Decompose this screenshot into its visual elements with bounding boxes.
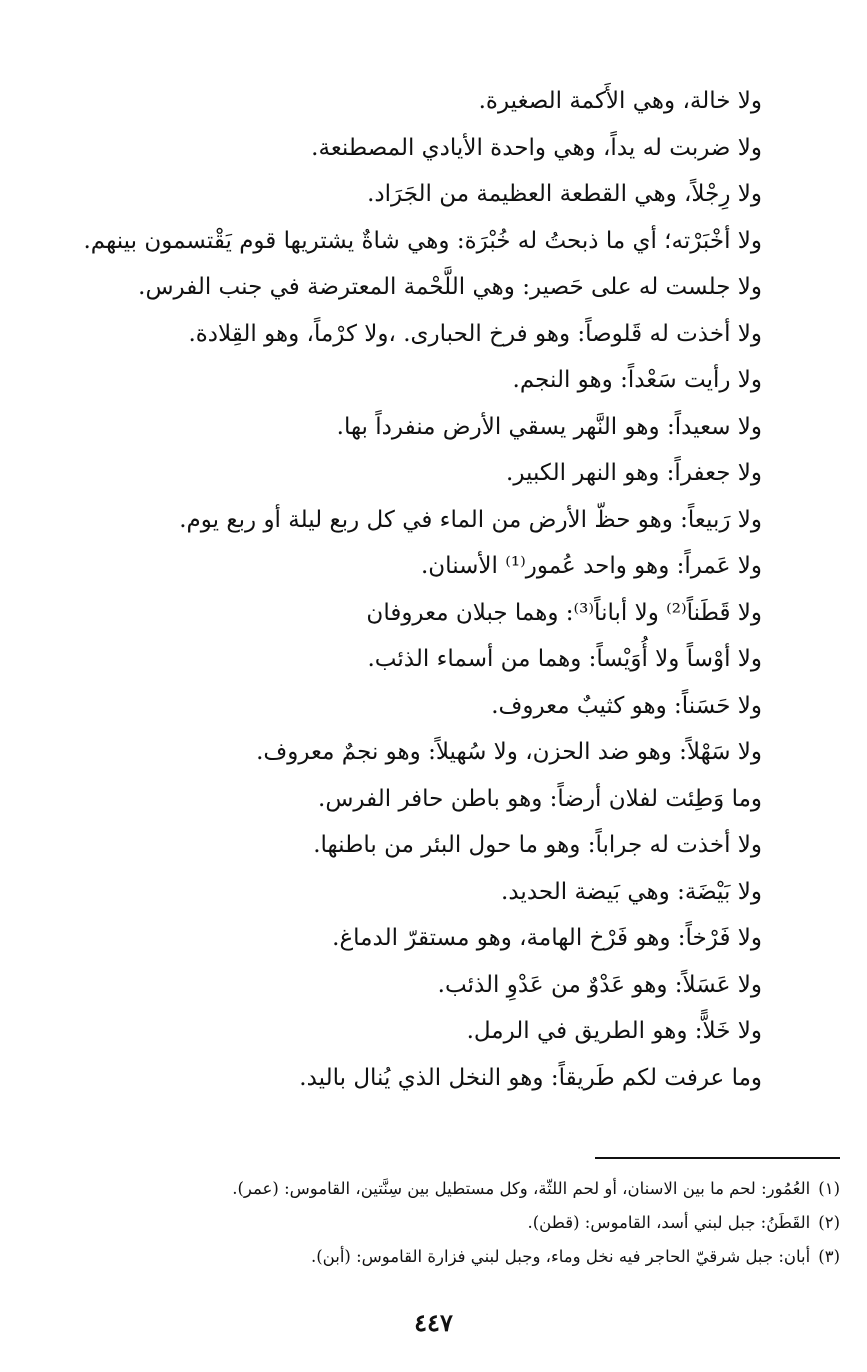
text-line: ولا خَلاًّ: وهو الطريق في الرمل. <box>466 1018 762 1044</box>
text-line: ولا أوْساً ولا أُوَيْساً: وهما من أسماء الذئب. <box>367 646 762 672</box>
footnote-number: (١) <box>818 1179 840 1198</box>
text-line: ولا أخذت له قَلوصاً: وهو فرخ الحبارى. ،ولا كرْماً، وهو القِلادة. <box>188 320 762 347</box>
text-line: ولا أخذت له جراباً: وهو ما حول البئر من باطنها. <box>313 832 762 858</box>
text-line: ولا رِجْلاً، وهي القطعة العظيمة من الجَرَاد. <box>367 181 762 207</box>
footnote-number: (٣) <box>818 1247 840 1266</box>
text-line: ولا رأيت سَعْداً: وهو النجم. <box>512 367 762 393</box>
footnote-3 <box>40 1240 840 1274</box>
text-line: ولا بَيْضَة: وهي بَيضة الحديد. <box>501 878 762 905</box>
text-line: ولا رَبيعاً: وهو حظّ الأرض من الماء في كل ربع ليلة أو ربع يوم. <box>179 506 762 533</box>
text-line: ولا فَرْخاً: وهو فَرْخ الهامة، وهو مستقرّ الدماغ. <box>332 925 762 951</box>
footnote-text: القَطَنُ: جبل لبني أسد، القاموس: (قطن). <box>527 1213 811 1232</box>
footnote-1 <box>40 1172 840 1206</box>
text-line: ولا حَسَناً: وهو كثيبٌ معروف. <box>491 692 762 719</box>
body-text <box>42 78 762 1101</box>
footnote-number: (٢) <box>818 1213 840 1232</box>
text-line: ولا أخْبَرْته؛ أي ما ذبحتُ له خُبْرَة: وهي شاةٌ يشتريها قوم يَقْتسمون بينهم. <box>83 227 762 254</box>
text-line: وما وَطِئت لفلان أرضاً: وهو باطن حافر الفرس. <box>318 785 762 812</box>
text-line: ولا عَسَلاً: وهو عَدْوٌ من عَدْوِ الذئب. <box>437 971 762 998</box>
text-line: ولا خالة، وهي الأَكمة الصغيرة. <box>478 88 762 114</box>
footnotes <box>40 1172 840 1274</box>
text-line: ولا جعفراً: وهو النهر الكبير. <box>506 460 762 486</box>
footnote-text: أبان: جبل شرقيّ الحاجر فيه نخل وماء، وجبل لبني فزارة القاموس: (أبن). <box>310 1247 811 1266</box>
text-line: ولا سعيداً: وهو النَّهر يسقي الأرض منفرداً بها. <box>336 413 762 440</box>
text-line: وما عرفت لكم طَريقاً: وهو النخل الذي يُنال باليد. <box>299 1064 762 1091</box>
footnote-text: العُمُور: لحم ما بين الاسنان، أو لحم اللثّة، وكل مستطيل بين سِنَّتين، القاموس: (عمر). <box>232 1179 811 1198</box>
footnote-2 <box>40 1206 840 1240</box>
footnote-divider <box>595 1157 840 1159</box>
text-line: ولا عَمراً: وهو واحد عُمور⁽¹⁾ الأسنان. <box>420 553 762 579</box>
page-number: ٤٤٧ <box>414 1308 453 1337</box>
text-line: ولا جلست له على حَصير: وهي اللَّحْمة المعترضة في جنب الفرس. <box>138 274 762 300</box>
text-line: ولا قَطَناً⁽²⁾ ولا أباناً⁽³⁾: وهما جبلان معروفان <box>366 599 762 626</box>
text-line: ولا ضربت له يداً، وهي واحدة الأيادي المصطنعة. <box>311 134 762 161</box>
text-line: ولا سَهْلاً: وهو ضد الحزن، ولا سُهيلاً: وهو نجمٌ معروف. <box>256 739 762 765</box>
